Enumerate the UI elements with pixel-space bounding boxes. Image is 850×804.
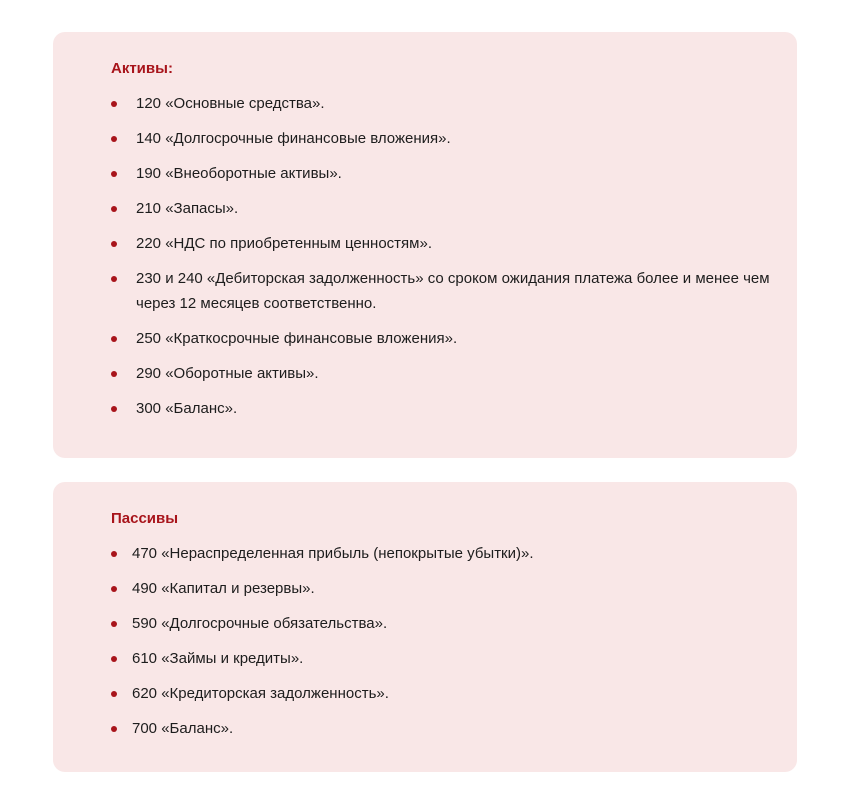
list-item: 700 «Баланс». — [111, 716, 772, 741]
list-item: 120 «Основные средства». — [111, 91, 776, 116]
list-item: 590 «Долгосрочные обязательства». — [111, 611, 772, 636]
bullet-icon — [111, 371, 117, 377]
list-item: 300 «Баланс». — [111, 396, 776, 421]
list-item: 290 «Оборотные активы». — [111, 361, 776, 386]
bullet-icon — [111, 691, 117, 697]
bullet-icon — [111, 206, 117, 212]
bullet-icon — [111, 241, 117, 247]
list-item: 470 «Нераспределенная прибыль (непокрытые убытки)». — [111, 541, 772, 566]
assets-title: Активы: — [111, 60, 173, 77]
assets-card — [53, 32, 797, 458]
list-item: 620 «Кредиторская задолженность». — [111, 681, 772, 706]
bullet-icon — [111, 336, 117, 342]
bullet-icon — [111, 551, 117, 557]
list-item: 250 «Краткосрочные финансовые вложения». — [111, 326, 776, 351]
bullet-icon — [111, 726, 117, 732]
liabilities-title: Пассивы — [111, 510, 179, 527]
list-item: 210 «Запасы». — [111, 196, 776, 221]
list-item: 220 «НДС по приобретенным ценностям». — [111, 231, 776, 256]
liabilities-card — [53, 482, 797, 772]
bullet-icon — [111, 136, 117, 142]
bullet-icon — [111, 586, 117, 592]
list-item: 490 «Капитал и резервы». — [111, 576, 772, 601]
bullet-icon — [111, 621, 117, 627]
list-item: 230 и 240 «Дебиторская задолженность» со сроком ожидания платежа более и менее чем через 12 месяцев соответственно. — [111, 266, 776, 316]
assets-list — [111, 91, 797, 421]
list-item: 190 «Внеоборотные активы». — [111, 161, 776, 186]
bullet-icon — [111, 276, 117, 282]
liabilities-list — [111, 541, 797, 741]
list-item: 610 «Займы и кредиты». — [111, 646, 772, 671]
bullet-icon — [111, 171, 117, 177]
bullet-icon — [111, 406, 117, 412]
bullet-icon — [111, 656, 117, 662]
bullet-icon — [111, 101, 117, 107]
list-item: 140 «Долгосрочные финансовые вложения». — [111, 126, 776, 151]
